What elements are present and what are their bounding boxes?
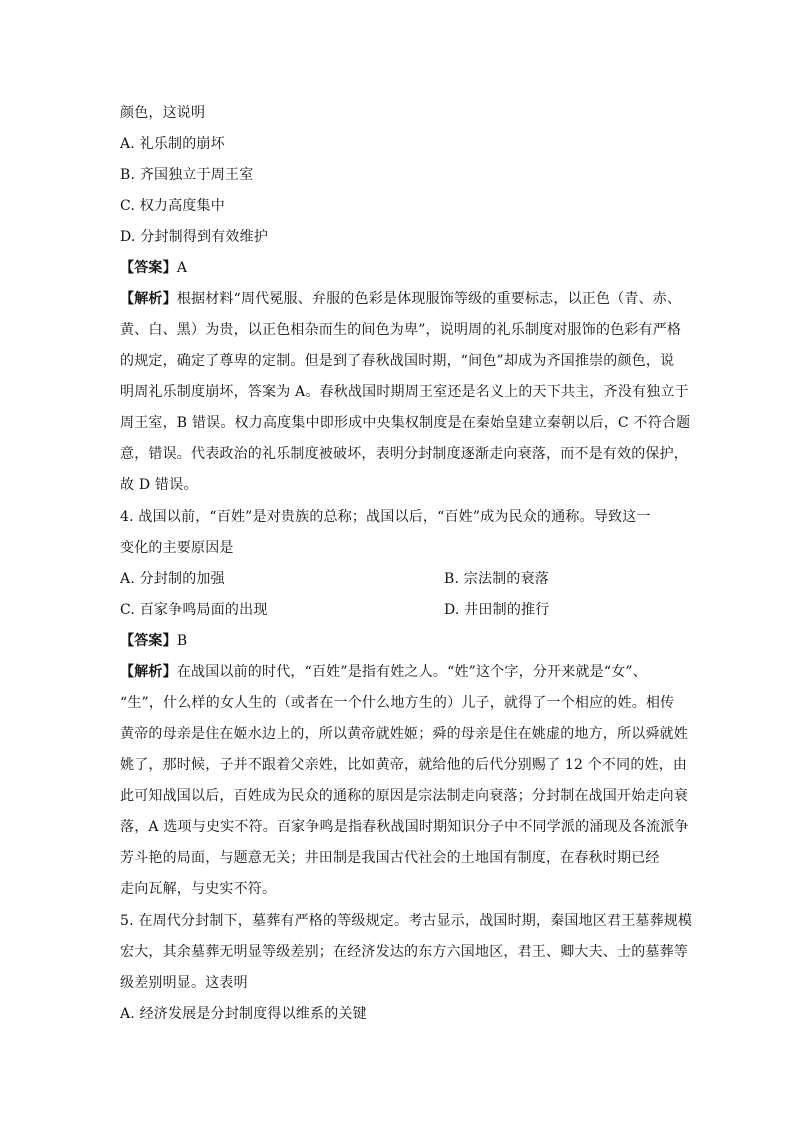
q5-option-a: A. 经济发展是分封制度得以维系的关键 xyxy=(120,1006,367,1022)
analysis-label: 【解析】 xyxy=(120,664,177,680)
q3-analysis-line-5: 周王室，B 错误。权力高度集中即形成中央集权制度是在秦始皇建立秦朝以后，C 不符合题 xyxy=(120,415,691,431)
q4-analysis-line-8: 走向瓦解，与史实不符。 xyxy=(120,881,277,897)
q5-stem-line-1: 5. 在周代分封制下，墓葬有严格的等级规定。考古显示，战国时期，秦国地区君王墓葬规模 xyxy=(120,913,693,929)
q3-option-a: A. 礼乐制的崩坏 xyxy=(120,136,225,152)
q4-stem-line-1: 4. 战国以前，“百姓”是对贵族的总称；战国以后，“百姓”成为民众的通称。导致这一 xyxy=(120,509,651,525)
analysis-text: 在战国以前的时代，“百姓”是指有姓之人。“姓”这个字，分开来就是“女”、 xyxy=(176,664,647,680)
answer-value: B xyxy=(176,633,188,649)
q4-stem-line-2: 变化的主要原因是 xyxy=(120,540,234,556)
q4-analysis-line-3: 黄帝的母亲是住在姬水边上的，所以黄帝就姓姬；舜的母亲是住在姚虚的地方，所以舜就姓 xyxy=(120,726,688,742)
q4-option-d: D. 井田制的推行 xyxy=(444,602,550,618)
q4-analysis-line-6: 落，A 选项与史实不符。百家争鸣是指春秋战国时期知识分子中不同学派的涌现及各流派争 xyxy=(120,819,689,835)
q4-analysis-line-1 xyxy=(120,662,647,682)
q3-option-d: D. 分封制得到有效维护 xyxy=(120,229,269,245)
answer-label: 【答案】 xyxy=(120,633,177,649)
q3-option-c: C. 权力高度集中 xyxy=(120,198,225,214)
q3-analysis-line-2: 黄、白、黑）为贵，以正色相杂而生的间色为卑”，说明周的礼乐制度对服饰的色彩有严格 xyxy=(120,322,682,338)
q4-analysis-line-2: “生”，什么样的女人生的（或者在一个什么地方生的）儿子，就得了一个相应的姓。相传 xyxy=(120,695,675,711)
q3-analysis-line-1 xyxy=(120,289,681,309)
q4-option-b: B. 宗法制的衰落 xyxy=(444,571,549,587)
answer-label: 【答案】 xyxy=(120,260,177,276)
q4-answer xyxy=(120,631,187,651)
q4-analysis-line-4: 姚了，那时候，子并不跟着父亲姓，比如黄帝，就给他的后代分别赐了 12 个不同的姓，由 xyxy=(120,757,688,773)
q5-stem-line-3: 级差别明显。这表明 xyxy=(120,975,248,991)
q3-analysis-line-6: 意，错误。代表政治的礼乐制度被破坏，表明分封制度逐渐走向衰落，而不是有效的保护， xyxy=(120,446,688,462)
q3-stem-tail: 颜色，这说明 xyxy=(120,105,206,121)
q5-stem-line-2: 宏大，其余墓葬无明显等级差别；在经济发达的东方六国地区，君王、卿大夫、士的墓葬等 xyxy=(120,944,688,960)
q3-option-b: B. 齐国独立于周王室 xyxy=(120,167,254,183)
q4-option-c: C. 百家争鸣局面的出现 xyxy=(120,602,268,618)
answer-value: A xyxy=(176,260,188,276)
q3-analysis-line-3: 的规定，确定了尊卑的定制。但是到了春秋战国时期，“间色”却成为齐国推崇的颜色，说 xyxy=(120,353,675,369)
analysis-label: 【解析】 xyxy=(120,291,177,307)
q3-analysis-line-4: 明周礼乐制度崩坏，答案为 A。春秋战国时期周王室还是名义上的天下共主，齐没有独立于 xyxy=(120,384,689,400)
q4-analysis-line-5: 此可知战国以后，百姓成为民众的通称的原因是宗法制走向衰落；分封制在战国开始走向衰 xyxy=(120,788,688,804)
q3-answer xyxy=(120,258,187,278)
q4-analysis-line-7: 芳斗艳的局面，与题意无关；井田制是我国古代社会的土地国有制度，在春秋时期已经 xyxy=(120,850,660,866)
q3-analysis-line-7: 故 D 错误。 xyxy=(120,477,198,493)
q4-option-a: A. 分封制的加强 xyxy=(120,571,225,587)
analysis-text: 根据材料“周代冕服、弁服的色彩是体现服饰等级的重要标志，以正色（青、赤、 xyxy=(176,291,682,307)
